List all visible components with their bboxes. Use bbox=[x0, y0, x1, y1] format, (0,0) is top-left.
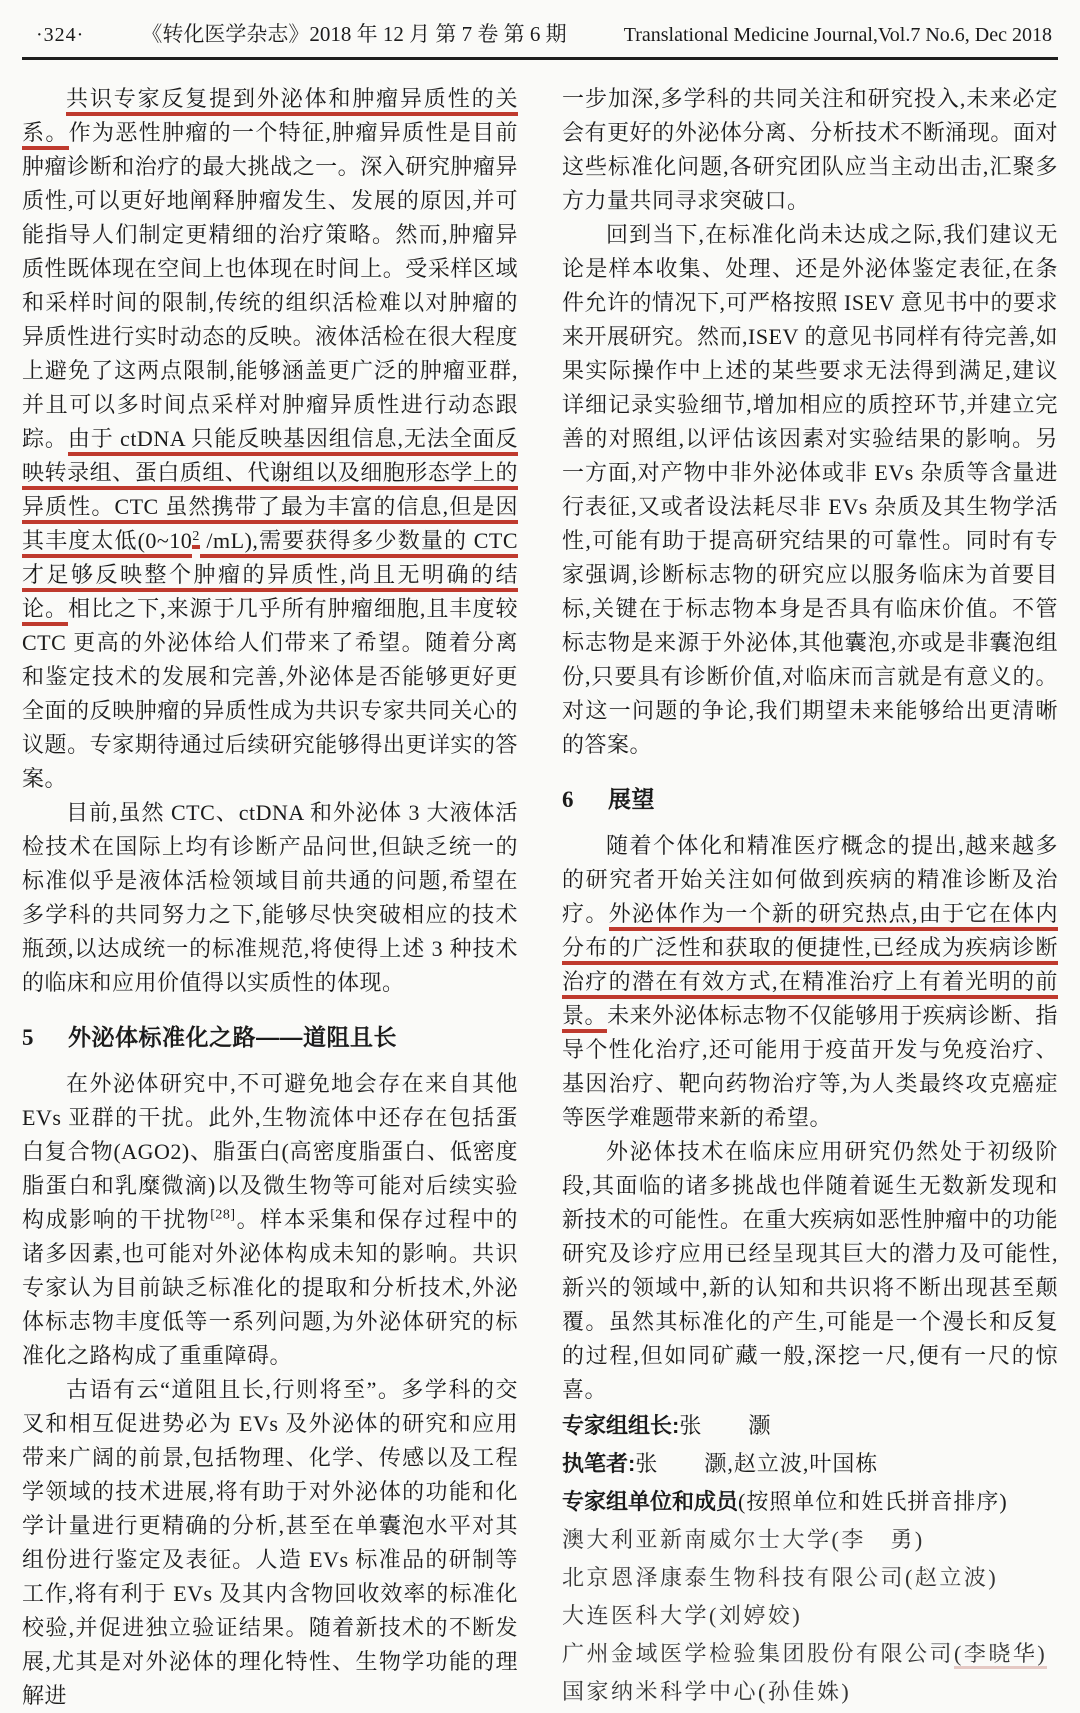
text-run: 目前,虽然 CTC、ctDNA 和外泌体 3 大液体活检技术在国际上均有诊断产品问世,但缺乏统一的标准似乎是液体活检领域目前共通的问题,希望在多学科的共同努力之下,能够尽快突破相应的技术瓶颈,以达成统一的标准规范,将使得上述 3 种技术的临床和应用价值得以实质性的体现。 bbox=[22, 800, 518, 995]
member-line bbox=[562, 1635, 1058, 1673]
paragraph bbox=[562, 1135, 1058, 1407]
member-line: 大连医科大学(刘婷姣) bbox=[562, 1603, 803, 1628]
journal-title-en: Translational Medicine Journal,Vol.7 No.6, Dec 2018 bbox=[623, 24, 1052, 46]
text-run: 随着个体化和精准医疗概念的提出,越来越多的研究者开始关注如何做到疾病的精准诊断及治疗。 bbox=[562, 833, 1058, 926]
credit-value: (按照单位和姓氏拼音排序) bbox=[738, 1489, 1008, 1514]
paragraph bbox=[562, 829, 1058, 1135]
red-underlined-text: 由于 ctDNA 只能反映基因组信息,无法全面反映转录组、蛋白质组、代谢组以及细胞形态学上的异质性。CTC 虽然携带了最为丰富的信息,但是因其丰度太低(0~10 bbox=[22, 426, 518, 558]
section-heading-5 bbox=[22, 1022, 518, 1053]
credit-value: 张 灏,赵立波,叶国栋 bbox=[635, 1451, 879, 1476]
section-title: 展望 bbox=[608, 786, 655, 812]
right-column bbox=[562, 82, 1058, 1713]
text-run: 古语有云“道阻且长,行则将至”。多学科的交叉和相互促进势必为 EVs 及外泌体的研究和应用带来广阔的前景,包括物理、化学、传感以及工程学领域的技术进展,将有助于对外泌体的功能和化学计量进行更精确的分析,甚至在单囊泡水平对其组份进行鉴定及表征。人造 EVs 标准品的研制等工作,将有利于 EVs 及其内含物回收效率的标准化校验,并促进独立验证结果。随着新技术的不断发展,尤其是对外泌体的理化特性、生物学功能的理解进 bbox=[22, 1377, 518, 1708]
left-column bbox=[22, 82, 518, 1713]
credit-line bbox=[562, 1407, 1058, 1445]
reviewer-mark: (李晓华) bbox=[954, 1641, 1047, 1669]
red-underlined-text: 外泌体作为一个新的研究热点,由于它在体内分布的广泛性和获取的便捷性,已经成为疾病诊断治疗的潜在有效方式,在精准治疗上有着光明的前景。 bbox=[562, 901, 1058, 1033]
section-heading-6 bbox=[562, 784, 1058, 815]
red-underlined-text: 2 bbox=[192, 529, 200, 549]
paragraph bbox=[22, 1373, 518, 1713]
credit-label: 专家组组长: bbox=[562, 1413, 680, 1438]
page-number: ·324· bbox=[36, 24, 85, 46]
member-line: 北京恩泽康泰生物科技有限公司(赵立波) bbox=[562, 1565, 999, 1590]
header-rule bbox=[22, 57, 1058, 60]
credit-value: 张 灏 bbox=[679, 1413, 772, 1438]
paragraph bbox=[22, 82, 518, 796]
paragraph bbox=[562, 82, 1058, 218]
two-column-body bbox=[22, 82, 1058, 1713]
member-line: 澳大利亚新南威尔士大学(李 勇) bbox=[562, 1527, 925, 1552]
credit-label: 执笔者: bbox=[562, 1451, 636, 1476]
red-underlined-text: 共识专家反复提到外泌体和肿瘤异质性的关系。 bbox=[22, 86, 518, 150]
paragraph bbox=[22, 796, 518, 1000]
credit-line bbox=[562, 1445, 1058, 1483]
page-header bbox=[22, 12, 1058, 48]
section-title: 外泌体标准化之路——道阻且长 bbox=[68, 1024, 397, 1050]
member-line: 国家纳米科学中心(孙佳姝) bbox=[562, 1679, 852, 1704]
member-text: 广州金域医学检验集团股份有限公司 bbox=[562, 1641, 955, 1666]
red-underlined-text: /mL),需要获得多少数量的 CTC 才足够反映整个肿瘤的异质性,尚且无明确的结论。 bbox=[22, 528, 518, 626]
credit-line bbox=[562, 1483, 1058, 1521]
text-run: 。样本采集和保存过程中的诸多因素,也可能对外泌体构成未知的影响。共识专家认为目前缺乏标准化的提取和分析技术,外泌体标志物丰度低等一系列问题,为外泌体研究的标准化之路构成了重重障碍。 bbox=[22, 1207, 518, 1368]
text-run: 外泌体技术在临床应用研究仍然处于初级阶段,其面临的诸多挑战也伴随着诞生无数新发现和新技术的可能性。在重大疾病如恶性肿瘤中的功能研究及诊疗应用已经呈现其巨大的潜力及可能性,新兴的领域中,新的认知和共识将不断出现甚至颠覆。虽然其标准化的产生,可能是一个漫长和反复的过程,但如同矿藏一般,深挖一尺,便有一尺的惊喜。 bbox=[562, 1139, 1058, 1402]
text-run: 一步加深,多学科的共同关注和研究投入,未来必定会有更好的外泌体分离、分析技术不断涌现。面对这些标准化问题,各研究团队应当主动出击,汇聚多方力量共同寻求突破口。 bbox=[562, 86, 1058, 213]
text-run: 相比之下,来源于几乎所有肿瘤细胞,且丰度较 CTC 更高的外泌体给人们带来了希望。随着分离和鉴定技术的发展和完善,外泌体是否能够更好更全面的反映肿瘤的异质性成为共识专家共同关心的议题。专家期待通过后续研究能够得出更详实的答案。 bbox=[22, 596, 518, 791]
journal-title-cn: 《转化医学杂志》2018 年 12 月 第 7 卷 第 6 期 bbox=[141, 22, 567, 46]
text-run: 未来外泌体标志物不仅能够用于疾病诊断、指导个性化治疗,还可能用于疫苗开发与免疫治疗、基因治疗、靶向药物治疗等,为人类最终攻克癌症等医学难题带来新的希望。 bbox=[562, 1003, 1058, 1130]
credit-label: 专家组单位和成员 bbox=[562, 1489, 739, 1514]
text-run: 回到当下,在标准化尚未达成之际,我们建议无论是样本收集、处理、还是外泌体鉴定表征,在条件允许的情况下,可严格按照 ISEV 意见书中的要求来开展研究。然而,ISEV 的意见书同样有待完善,如果实际操作中上述的某些要求无法得到满足,建议详细记录实验细节,增加相应的质控环节,并建立完善的对照组,以评估该因素对实验结果的影响。另一方面,对产物中非外泌体或非 EVs 杂质等含量进行表征,又或者设法耗尽非 EVs 杂质及其生物学活性,可能有助于提高研究结果的可靠性。同时有专家强调,诊断标志物的研究应以服务临床为首要目标,关键在于标志物本身是否具有临床价值。不管标志物是来源于外泌体,其他囊泡,亦或是非囊泡组份,只要具有诊断价值,对临床而言就是有意义的。对这一问题的争论,我们期望未来能够给出更清晰的答案。 bbox=[562, 222, 1058, 757]
paragraph bbox=[562, 218, 1058, 762]
text-run: 作为恶性肿瘤的一个特征,肿瘤异质性是目前肿瘤诊断和治疗的最大挑战之一。深入研究肿瘤异质性,可以更好地阐释肿瘤发生、发展的原因,并可能指导人们制定更精细的治疗策略。然而,肿瘤异质性既体现在空间上也体现在时间上。受采样区域和采样时间的限制,传统的组织活检难以对肿瘤的异质性进行实时动态的反映。液体活检在很大程度上避免了这两点限制,能够涵盖更广泛的肿瘤亚群,并且可以多时间点采样对肿瘤异质性进行动态跟踪。 bbox=[22, 120, 518, 451]
section-number: 5 bbox=[22, 1025, 34, 1050]
superscript-reference: [28] bbox=[210, 1207, 236, 1223]
paragraph bbox=[22, 1067, 518, 1373]
text-run: 在外泌体研究中,不可避免地会存在来自其他 EVs 亚群的干扰。此外,生物流体中还存在包括蛋白复合物(AGO2)、脂蛋白(高密度脂蛋白、低密度脂蛋白和乳糜微滴)以及微生物等可能对后续实验构成影响的干扰物 bbox=[22, 1071, 518, 1232]
section-number: 6 bbox=[562, 787, 574, 812]
